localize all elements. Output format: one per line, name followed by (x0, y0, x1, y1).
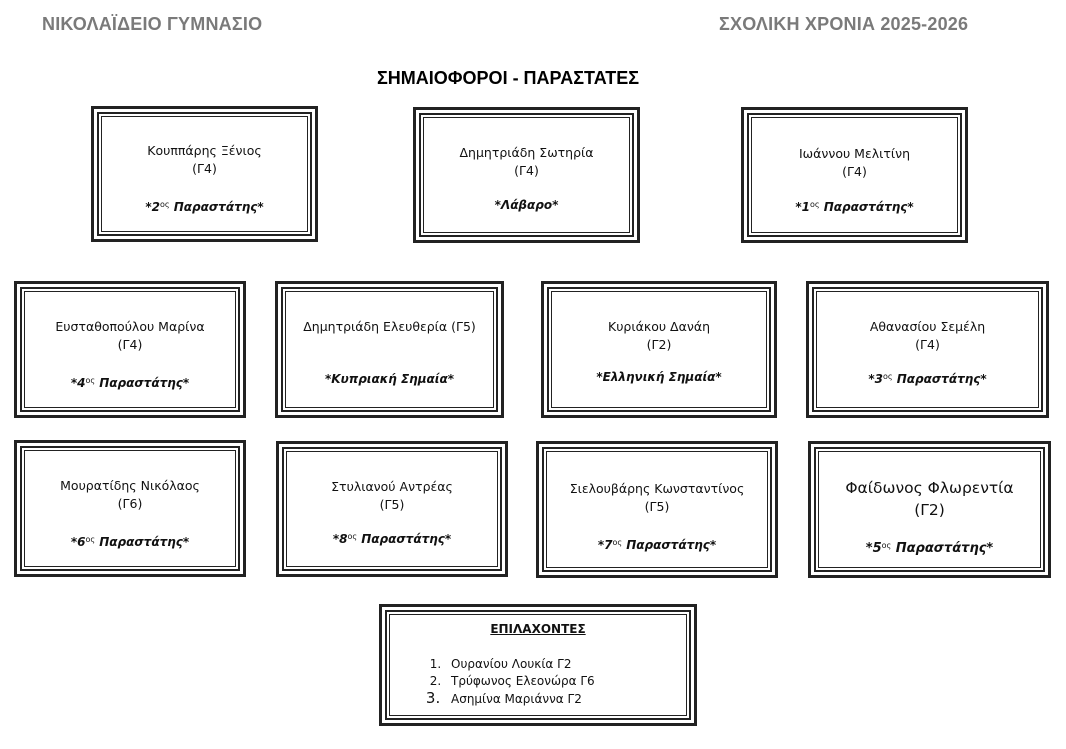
card-7 (806, 281, 1049, 418)
card-2 (413, 107, 640, 243)
card-name: Σιελουβάρης Κωνσταντίνος (569, 481, 745, 496)
card-name: Κυριάκου Δανάη (608, 319, 710, 334)
card-name: Φαίδωνος Φλωρεντία (845, 479, 1014, 497)
school-name: ΝΙΚΟΛΑΪΔΕΙΟ ΓΥΜΝΑΣΙΟ (42, 14, 263, 34)
card-class: (Γ2) (914, 501, 945, 519)
card-class: (Γ2) (646, 337, 672, 352)
card-3 (741, 107, 968, 243)
list-item: 2. Τρύφωνος Ελεονώρα Γ6 (445, 673, 595, 690)
card-name: Ευσταθοπούλου Μαρίνα (55, 319, 205, 334)
school-year: ΣΧΟΛΙΚΗ ΧΡΟΝΙΑ 2025-2026 (719, 14, 969, 34)
card-6 (541, 281, 777, 418)
card-role: $*2^{o\varsigma}$ Παραστάτης* (145, 200, 264, 214)
card-name: Κουππάρης Ξένιος (147, 143, 262, 158)
card-5 (275, 281, 504, 418)
card-1 (91, 106, 318, 242)
card-class: (Γ4) (915, 337, 940, 352)
alternates-title: ΕΠΙΛΑΧΟΝΤΕΣ (490, 622, 586, 636)
card-class: (Γ5) (379, 497, 405, 512)
card-role: *Λάβαρο* (494, 198, 559, 212)
card-name: Μουρατίδης Νικόλαος (60, 478, 200, 493)
card-10 (536, 441, 778, 578)
card-role: $*5^{o\varsigma}$ Παραστάτης* (865, 541, 994, 556)
card-class: (Γ4) (117, 337, 143, 352)
card-name: Δημητριάδη Σωτηρία (459, 145, 594, 160)
card-role: $*8^{o\varsigma}$ Παραστάτης* (332, 532, 452, 546)
card-class: (Γ4) (842, 164, 867, 179)
card-4 (14, 281, 246, 418)
card-role: $*1^{o\varsigma}$ Παραστάτης* (795, 200, 914, 214)
card-9 (276, 441, 508, 577)
card-class: (Γ4) (192, 161, 217, 176)
card-role: $*3^{o\varsigma}$ Παραστάτης* (868, 372, 987, 386)
alternates-box (379, 604, 697, 726)
alternates-list (387, 656, 595, 708)
card-role: $*7^{o\varsigma}$ Παραστάτης* (597, 538, 717, 552)
card-11 (808, 441, 1051, 578)
card-8 (14, 440, 246, 577)
list-item: 1. Ουρανίου Λουκία Γ2 (445, 656, 595, 673)
card-class: (Γ4) (514, 163, 539, 178)
card-class: (Γ6) (117, 496, 143, 511)
card-name: Δημητριάδη Ελευθερία (Γ5) (303, 319, 476, 334)
card-name: Ιωάννου Μελιτίνη (798, 146, 911, 161)
page-title: ΣΗΜΑΙΟΦΟΡΟΙ - ΠΑΡΑΣΤΑΤΕΣ (376, 68, 639, 88)
list-item: 3. Ασημίνα Μαριάννα Γ2 (445, 690, 595, 708)
card-role: $*6^{o\varsigma}$ Παραστάτης* (70, 535, 190, 549)
card-role: *Κυπριακή Σημαία* (325, 372, 454, 386)
card-name: Στυλιανού Αντρέας (331, 479, 453, 494)
card-role: $*4^{o\varsigma}$ Παραστάτης* (70, 376, 190, 390)
card-class: (Γ5) (644, 499, 670, 514)
card-name: Αθανασίου Σεμέλη (869, 319, 986, 334)
card-role: *Ελληνική Σημαία* (596, 370, 722, 384)
